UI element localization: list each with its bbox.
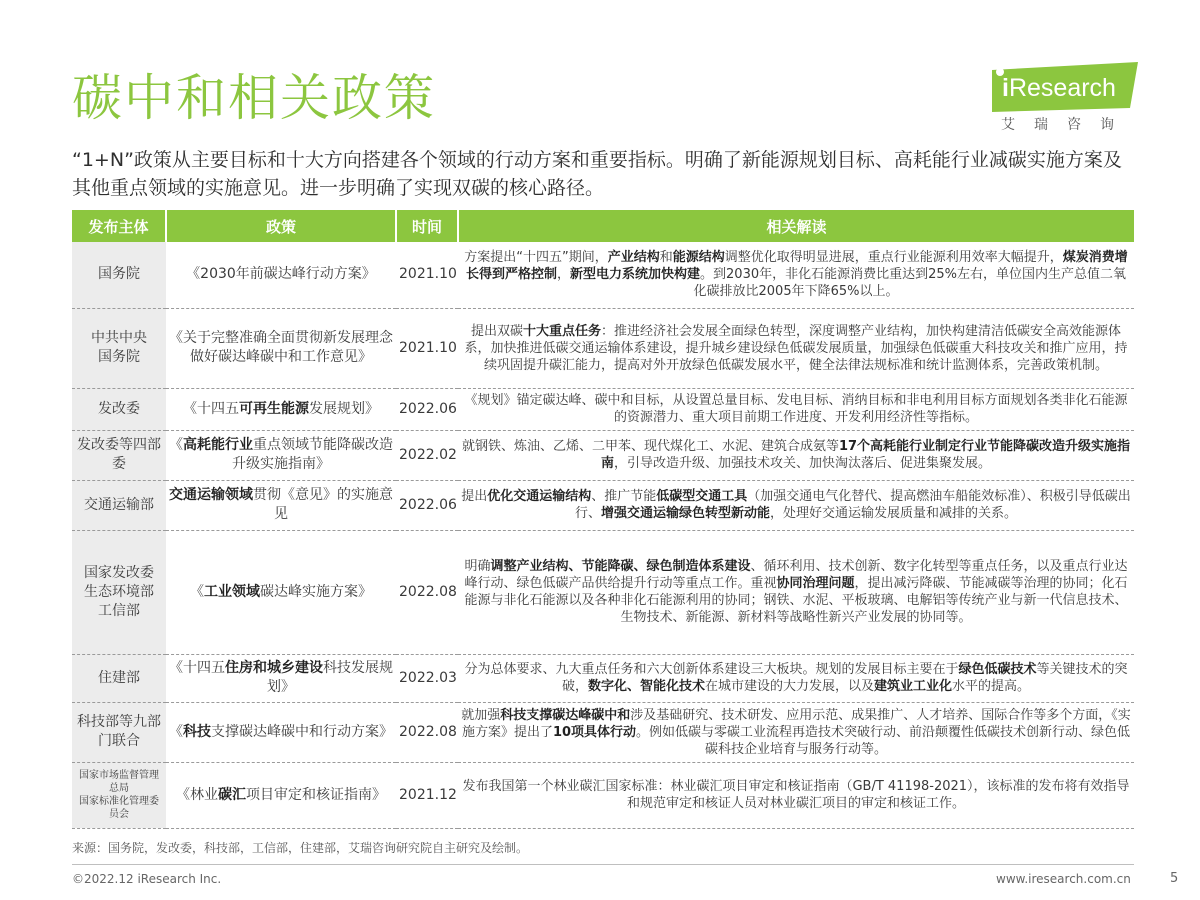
cell-policy xyxy=(166,388,396,430)
text-segment: 项目审定和核证指南》 xyxy=(246,786,386,803)
page-number: 5 xyxy=(1170,871,1179,886)
text-segment: ，提出减污降碳、节能减碳等治理的协同；化石能源与非化石能源以及各种非化石能源利用的协同；钢铁、水泥、平板玻璃、电解铝等传统产业与新一代信息技术、生物技术、新能源、新材料等战略性新兴产业发展的协同等。 xyxy=(464,576,1128,625)
highlight-text: 煤炭消费增长得到严格控制 xyxy=(465,250,1128,283)
cell-time: 2022.08 xyxy=(396,702,458,762)
text-segment: 方案提出“十四五”期间， xyxy=(464,250,608,266)
text-segment: ， xyxy=(557,267,571,283)
text-segment: 贯彻《意见》的实施意见 xyxy=(253,487,393,522)
cell-org: 住建部 xyxy=(72,654,166,702)
highlight-text: 科技 xyxy=(183,723,211,740)
cell-interpretation xyxy=(458,530,1134,654)
text-segment: 、推广节能 xyxy=(591,489,657,504)
text-segment: （加强交通电气化替代、提高燃油车船能效标准）、积极引导低碳出行、 xyxy=(574,489,1131,521)
text-segment: 发展规划》 xyxy=(309,400,379,417)
highlight-text: 调整产业结构、节能降碳、绿色制造体系建设 xyxy=(490,559,751,574)
cell-org: 国务院 xyxy=(72,242,166,308)
highlight-text: 新型电力系统加快构建 xyxy=(570,267,701,283)
table-row xyxy=(72,762,1134,828)
highlight-text: 优化交通运输结构 xyxy=(487,489,592,504)
text-segment: ：推进经济社会发展全面绿色转型，深度调整产业结构，加快构建清洁低碳安全高效能源体系，加快推进低碳交通运输体系建设，提升城乡建设绿色低碳发展质量，加强绿色低碳重大科技攻关和推广应用，持续巩固提升碳汇能力，提高对外开放绿色低碳发展水平，健全法律法规标准和统计监测体系，完善政策机制。 xyxy=(464,323,1128,373)
highlight-text: 数字化、智能化技术 xyxy=(587,679,705,694)
text-segment: ，处理好交通运输发展质量和减排的关系。 xyxy=(770,506,1018,521)
cell-time: 2021.12 xyxy=(396,762,458,828)
text-segment: 《十四五 xyxy=(169,660,225,676)
text-segment: 科技发展规划》 xyxy=(267,660,393,695)
text-segment: 碳达峰实施方案》 xyxy=(260,583,372,600)
text-segment: 。例如低碳与零碳工业流程再造技术突破行动、前沿颠覆性低碳技术创新行动、绿色低碳科技企业培育与服务行动等。 xyxy=(636,724,1131,757)
highlight-text: 协同治理问题 xyxy=(776,576,855,591)
cell-interpretation xyxy=(458,654,1134,702)
highlight-text: 低碳型交通工具 xyxy=(656,489,748,504)
cell-policy xyxy=(166,480,396,530)
table-row xyxy=(72,530,1134,654)
cell-org: 发改委等四部委 xyxy=(72,430,166,480)
highlight-text: 产业结构 xyxy=(607,250,660,266)
table-row xyxy=(72,430,1134,480)
highlight-text: 交通运输领域 xyxy=(169,487,253,503)
cell-policy xyxy=(166,242,396,308)
cell-interpretation xyxy=(458,388,1134,430)
text-segment: 《规划》锚定碳达峰、碳中和目标，从设置总量目标、发电目标、消纳目标和非电利用目标方面规划各类非化石能源的资源潜力、重大项目前期工作进度、开发利用经济性等指标。 xyxy=(464,393,1128,425)
cell-org: 国家发改委 生态环境部 工信部 xyxy=(72,530,166,654)
text-segment: 、循环利用、技术创新、数字化转型等重点任务，以及重点行业达峰行动、绿色低碳产品供给提升行动等重点工作。重视 xyxy=(464,559,1128,591)
text-segment: 调整优化取得明显进展，重点行业能源利用效率大幅提升， xyxy=(724,250,1063,266)
cell-org: 发改委 xyxy=(72,388,166,430)
text-segment: 在城市建设的大力发展，以及 xyxy=(704,679,874,694)
website-url: www.iresearch.com.cn xyxy=(996,872,1131,886)
cell-time: 2021.10 xyxy=(396,242,458,308)
table-row xyxy=(72,654,1134,702)
cell-interpretation xyxy=(458,308,1134,388)
cell-policy xyxy=(166,530,396,654)
cell-time: 2022.06 xyxy=(396,480,458,530)
highlight-text: 能源结构 xyxy=(672,250,725,266)
page-title: 碳中和相关政策 xyxy=(72,69,436,127)
text-segment: ，引导改造升级、加强技术攻关、加快淘汰落后、促进集聚发展。 xyxy=(614,456,992,471)
cell-policy xyxy=(166,430,396,480)
text-segment: 等关键技术的突破， xyxy=(561,662,1128,694)
header-policy: 政策 xyxy=(166,210,396,242)
highlight-text: 碳汇 xyxy=(218,786,246,803)
text-segment: 发布我国第一个林业碳汇国家标准：林业碳汇项目审定和核证指南（GB/T 41198-2021），该标准的发布将有效指导和规范审定和核证人员对林业碳汇项目的审定和核证工作。 xyxy=(462,779,1130,811)
cell-time: 2022.02 xyxy=(396,430,458,480)
table-row xyxy=(72,480,1134,530)
header-time: 时间 xyxy=(396,210,458,242)
intro-text: “1+N”政策从主要目标和十大方向搭建各个领域的行动方案和重要指标。明确了新能源规划目标、高耗能行业减碳实施方案及其他重点领域的实施意见。进一步明确了实现双碳的核心路径。 xyxy=(72,149,1122,199)
highlight-text: 10项具体行动 xyxy=(552,724,637,740)
logo-brand: iResearch xyxy=(1002,74,1116,102)
highlight-text: 可再生能源 xyxy=(239,400,309,417)
text-segment: 分为总体要求、九大重点任务和六大创新体系建设三大板块。规划的发展目标主要在于 xyxy=(464,662,959,677)
policy-table xyxy=(72,210,1134,829)
highlight-text: 住房和城乡建设 xyxy=(225,660,323,676)
logo-subtitle: 艾瑞咨询 xyxy=(1001,117,1133,133)
highlight-text: 高耗能行业 xyxy=(183,437,253,453)
table-row xyxy=(72,308,1134,388)
text-segment: 《林业 xyxy=(176,786,218,803)
cell-time: 2022.06 xyxy=(396,388,458,430)
text-segment: 《2030年前碳达峰行动方案》 xyxy=(186,266,376,283)
text-segment: 就加强 xyxy=(461,707,501,723)
cell-policy xyxy=(166,762,396,828)
source-note: 来源：国务院，发改委，科技部，工信部，住建部，艾瑞咨询研究院自主研究及绘制。 xyxy=(72,841,529,855)
text-segment: 重点领域节能降碳改造升级实施指南》 xyxy=(232,437,393,472)
table-row xyxy=(72,388,1134,430)
copyright: ©2022.12 iResearch Inc. xyxy=(72,872,222,886)
highlight-text: 十大重点任务 xyxy=(522,323,601,339)
cell-org: 交通运输部 xyxy=(72,480,166,530)
table-row xyxy=(72,702,1134,762)
highlight-text: 建筑业工业化 xyxy=(874,679,953,694)
cell-policy xyxy=(166,702,396,762)
text-segment: 《 xyxy=(190,583,204,600)
cell-time: 2021.10 xyxy=(396,308,458,388)
table-row xyxy=(72,242,1134,308)
text-segment: 。到2030年，非化石能源消费比重达到25%左右，单位国内生产总值二氧化碳排放比2005年下降65%以上。 xyxy=(693,267,1127,300)
highlight-text: 17个高耗能行业制定行业节能降碳改造升级实施指南 xyxy=(600,439,1131,471)
cell-org: 国家市场监督管理总局 国家标准化管理委员会 xyxy=(72,762,166,828)
highlight-text: 绿色低碳技术 xyxy=(958,662,1037,677)
cell-time: 2022.03 xyxy=(396,654,458,702)
header-interpretation: 相关解读 xyxy=(458,210,1134,242)
highlight-text: 工业领域 xyxy=(204,583,260,600)
highlight-text: 科技支撑碳达峰碳中和 xyxy=(500,707,631,723)
text-segment: 《十四五 xyxy=(183,400,239,417)
cell-policy xyxy=(166,654,396,702)
header-org: 发布主体 xyxy=(72,210,166,242)
text-segment: 和 xyxy=(659,250,673,266)
footer-divider xyxy=(72,864,1134,865)
text-segment: 《 xyxy=(169,437,183,453)
cell-org: 科技部等九部门联合 xyxy=(72,702,166,762)
text-segment: 就钢铁、炼油、乙烯、二甲苯、现代煤化工、水泥、建筑合成氨等 xyxy=(461,439,839,454)
cell-interpretation xyxy=(458,480,1134,530)
cell-policy xyxy=(166,308,396,388)
cell-time: 2022.08 xyxy=(396,530,458,654)
text-segment: 《关于完整准确全面贯彻新发展理念做好碳达峰碳中和工作意见》 xyxy=(169,330,393,365)
text-segment: 明确 xyxy=(464,559,491,574)
iresearch-logo xyxy=(992,62,1142,137)
text-segment: 水平的提高。 xyxy=(952,679,1031,694)
table-body xyxy=(72,242,1134,828)
cell-interpretation xyxy=(458,242,1134,308)
text-segment: 《 xyxy=(169,723,183,740)
cell-interpretation xyxy=(458,762,1134,828)
cell-interpretation xyxy=(458,430,1134,480)
text-segment: 涉及基础研究、技术研发、应用示范、成果推广、人才培养、国际合作等多个方面，《实施方案》提出了 xyxy=(461,707,1131,740)
text-segment: 提出双碳 xyxy=(470,323,523,339)
table-header-row xyxy=(72,210,1134,242)
text-segment: 提出 xyxy=(461,489,488,504)
cell-interpretation xyxy=(458,702,1134,762)
text-segment: 支撑碳达峰碳中和行动方案》 xyxy=(211,723,393,740)
highlight-text: 增强交通运输绿色转型新动能 xyxy=(600,506,770,521)
cell-org: 中共中央 国务院 xyxy=(72,308,166,388)
